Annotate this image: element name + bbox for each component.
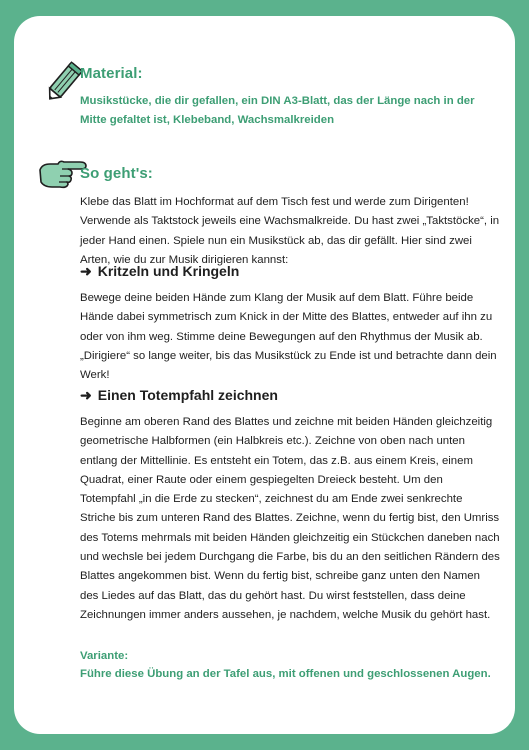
variante-text: Führe diese Übung an der Tafel aus, mit offenen und geschlossenen Augen.	[80, 668, 491, 680]
totem-subheading	[80, 387, 278, 404]
variante-label: Variante:	[80, 650, 129, 662]
activity-card	[14, 16, 515, 734]
material-heading: Material:	[80, 65, 143, 82]
arrow-right-icon: ➜	[80, 387, 92, 403]
pencil-icon	[44, 60, 84, 104]
instructions-intro: Klebe das Blatt im Hochformat auf dem Tisch fest und werde zum Dirigenten! Verwende als Taktstock jeweils eine Wachsmalkreide. Du hast zwei „Taktstöcke“, in jeder Hand einen. Spiele nun ein Musikstück ab, das dir gefällt. Hier sind zwei Arten, wie du zur Musik dirigieren kannst:	[80, 196, 500, 266]
material-text: Musikstücke, die dir gefallen, ein DIN A3-Blatt, das der Länge nach in der Mitte gefaltet ist, Klebeband, Wachsmalkreiden	[80, 95, 475, 126]
arrow-right-icon: ➜	[80, 263, 92, 279]
totem-text: Beginne am oberen Rand des Blattes und zeichne mit beiden Händen gleichzeitig geometrische Halbformen (ein Halbkreis etc.). Zeichne von oben nach unten entlang der Mittellinie. Es entsteht ein Totem, das z.B. aus einem Kreis, einem Quadrat, einer Raute oder einem gespiegelten Dreieck besteht. Um den Totempfahl „in die Erde zu stecken“, zeichnest du am Ende zwei senkrechte Striche bis zum unteren Rand des Blattes. Zeichne, wenn du fertig bist, den Umriss des Totems mehrmals mit beiden Händen gleichzeitig ein Stückchen daneben nach und wechsle bei jedem Durchgang die Farbe, bis du an den seitlichen Rändern des Blattes angekommen bist. Wenn du fertig bist, schreibe ganz unten den Namen des Liedes auf das Blatt, das du gehört hast. Du wirst feststellen, dass deine Zeichnungen immer anders aussehen, je nachdem, welche Musik du gehört hast.	[80, 416, 500, 621]
totem-title: Einen Totempfahl zeichnen	[97, 387, 278, 403]
instructions-heading: So geht's:	[80, 165, 153, 182]
kritzeln-title: Kritzeln und Kringeln	[97, 263, 240, 279]
kritzeln-subheading	[80, 263, 239, 280]
kritzeln-text: Bewege deine beiden Hände zum Klang der Musik auf dem Blatt. Führe beide Hände dabei symmetrisch zum Knick in der Mitte des Blattes, entweder auf ihn zu oder von ihm weg. Stimme deine Bewegungen auf den Rhythmus der Musik ab. „Dirigiere“ so lange weiter, bis das Musikstück zu Ende ist und betrachte dann dein Werk!	[80, 292, 497, 382]
